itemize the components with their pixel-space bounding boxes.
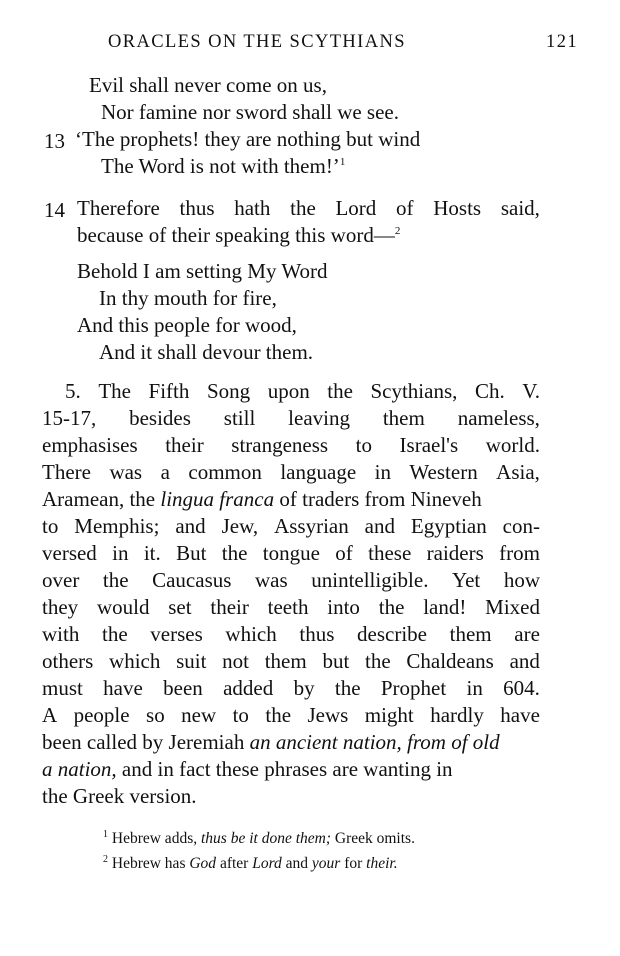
word: verses (150, 622, 203, 646)
word: but (322, 649, 350, 673)
para-line-14-italic: an ancient nation, from of old (249, 730, 500, 754)
word: common (188, 460, 262, 484)
word: thus (299, 622, 335, 646)
verse-14-line-2-text: because of their speaking this word— (77, 223, 395, 247)
word: Scythians, (370, 379, 458, 403)
footnote-2-marker: 2 (103, 854, 108, 865)
word: them (264, 649, 307, 673)
word: emphasises (42, 433, 138, 457)
para-line-5-start: Aramean, the (42, 487, 161, 511)
footnote-ref-1: 1 (339, 156, 346, 168)
word: into (327, 595, 360, 619)
word: of (396, 196, 414, 220)
word: their (165, 433, 204, 457)
word: suit (176, 649, 207, 673)
word: are (514, 622, 540, 646)
word: Assyrian (274, 514, 349, 538)
word: nameless, (457, 406, 540, 430)
word: unintelligible. (311, 568, 429, 592)
word: Jews (307, 703, 349, 727)
footnote-2-text-a: Hebrew has (108, 855, 190, 872)
footnote-2-italic-god: God (189, 855, 217, 872)
word: the (365, 649, 391, 673)
para-line-15-italic: a nation, (42, 757, 117, 781)
footnote-ref-2: 2 (394, 225, 401, 237)
word: Jew, (221, 514, 259, 538)
word: Therefore (77, 196, 160, 220)
para-line-7 (42, 541, 540, 566)
word: Ch. (474, 379, 505, 403)
para-line-16: the Greek version. (42, 784, 197, 808)
footnote-2-italic-their: their. (366, 855, 398, 872)
poem-a-line-1: Evil shall never come on us, (89, 73, 327, 97)
word: said, (500, 196, 540, 220)
para-line-14-start: been called by Jeremiah (42, 730, 250, 754)
poem-b-line-3: And this people for wood, (77, 313, 297, 337)
word: 15-17, (42, 406, 97, 430)
poem-a-line-3: ‘The prophets! they are nothing but wind (75, 127, 421, 151)
word: The (98, 379, 131, 403)
word: the (101, 622, 128, 646)
footnote-1-italic: thus be it done them; (200, 830, 331, 847)
poem-b-line-2: In thy mouth for fire, (99, 286, 277, 310)
word: Israel's (399, 433, 459, 457)
para-line-6 (42, 514, 540, 539)
word: new (181, 703, 217, 727)
para-line-13 (42, 703, 540, 728)
word: But (176, 541, 207, 565)
word: so (146, 703, 165, 727)
word: Memphis; (74, 514, 160, 538)
word: must (42, 676, 83, 700)
word: over (42, 568, 80, 592)
word: describe (357, 622, 427, 646)
word: in (374, 460, 391, 484)
word: There (42, 460, 91, 484)
para-line-11 (42, 649, 540, 674)
footnote-1-marker: 1 (103, 829, 108, 840)
word: 604. (503, 676, 540, 700)
word: versed (42, 541, 97, 565)
footnote-2-text-b: after (216, 855, 253, 872)
word: the (221, 541, 248, 565)
para-line-12 (42, 676, 540, 701)
para-line-2 (42, 406, 540, 431)
footnote-1 (103, 830, 415, 848)
word: which (225, 622, 277, 646)
word: Egyptian (410, 514, 487, 538)
word: to (355, 433, 372, 457)
word: added (223, 676, 274, 700)
word: would (96, 595, 150, 619)
word: and (175, 514, 206, 538)
word: the (378, 595, 405, 619)
word: Asia, (496, 460, 540, 484)
word: have (500, 703, 540, 727)
word: set (168, 595, 192, 619)
footnote-2 (103, 855, 398, 873)
para-line-5-end: of traders from Nineveh (274, 487, 482, 511)
word: Hosts (433, 196, 482, 220)
word: in (466, 676, 483, 700)
word: tongue (262, 541, 320, 565)
word: to (42, 514, 59, 538)
word: was (109, 460, 143, 484)
verse-14-line-2 (77, 223, 400, 248)
word: a (160, 460, 170, 484)
footnote-2-italic-your: your (311, 855, 341, 872)
word: by (293, 676, 315, 700)
word: them (449, 622, 492, 646)
word: land! (423, 595, 467, 619)
word: Caucasus (152, 568, 232, 592)
word: the (334, 676, 361, 700)
para-line-3 (42, 433, 540, 458)
footnote-1-text-b: Greek omits. (331, 830, 415, 847)
word: teeth (267, 595, 309, 619)
word: of (335, 541, 353, 565)
verse-number-13: 13 (44, 129, 65, 153)
page-number: 121 (546, 32, 578, 52)
word: from (499, 541, 540, 565)
word: A (42, 703, 58, 727)
word: upon (267, 379, 310, 403)
word: hath (234, 196, 271, 220)
word: Lord (335, 196, 377, 220)
word: raiders (426, 541, 484, 565)
word: the (290, 196, 316, 220)
word: which (109, 649, 161, 673)
verse-number-14: 14 (44, 198, 65, 222)
word: hardly (430, 703, 484, 727)
word: it. (143, 541, 161, 565)
word: still (223, 406, 256, 430)
word: others (42, 649, 94, 673)
word: Western (409, 460, 478, 484)
word: 5. (65, 379, 81, 403)
word: with (42, 622, 80, 646)
para-line-15 (42, 757, 453, 782)
footnote-2-text-d: for (340, 855, 367, 872)
para-line-5 (42, 487, 482, 512)
footnote-1-text-a: Hebrew adds, (108, 830, 201, 847)
word: strangeness (231, 433, 329, 457)
para-line-5-italic: lingua franca (160, 487, 275, 511)
running-title: ORACLES ON THE SCYTHIANS (108, 32, 406, 52)
word: the (265, 703, 292, 727)
para-line-15-end: and in fact these phrases are wanting in (116, 757, 453, 781)
word: was (255, 568, 288, 592)
footnote-2-italic-lord: Lord (252, 855, 282, 872)
poem-a-line-2: Nor famine nor sword shall we see. (101, 100, 399, 124)
word: language (280, 460, 357, 484)
word: Fifth (148, 379, 190, 403)
word: have (103, 676, 143, 700)
word: in (112, 541, 129, 565)
word: Chaldeans (406, 649, 494, 673)
para-line-1 (65, 379, 540, 404)
word: and (364, 514, 395, 538)
poem-b-line-1: Behold I am setting My Word (77, 259, 328, 283)
word: and (509, 649, 540, 673)
para-line-8 (42, 568, 540, 593)
word: how (503, 568, 540, 592)
word: leaving (288, 406, 350, 430)
word: Mixed (485, 595, 540, 619)
word: V. (522, 379, 540, 403)
word: the (327, 379, 353, 403)
para-line-9 (42, 595, 540, 620)
para-line-10 (42, 622, 540, 647)
poem-a-line-4-text: The Word is not with them!’ (101, 154, 340, 178)
word: they (42, 595, 79, 619)
word: not (222, 649, 249, 673)
word: thus (179, 196, 215, 220)
word: Prophet (380, 676, 447, 700)
word: world. (485, 433, 540, 457)
word: their (210, 595, 249, 619)
word: might (364, 703, 414, 727)
poem-a-line-4 (101, 154, 345, 179)
word: to (232, 703, 249, 727)
word: besides (129, 406, 191, 430)
poem-b-line-4: And it shall devour them. (99, 340, 314, 364)
word: people (73, 703, 130, 727)
word: con- (502, 514, 540, 538)
word: the (102, 568, 129, 592)
verse-14-line-1 (77, 196, 540, 221)
word: Song (206, 379, 251, 403)
para-line-4 (42, 460, 540, 485)
footnote-2-text-c: and (281, 855, 312, 872)
word: been (163, 676, 203, 700)
word: them (382, 406, 425, 430)
word: these (368, 541, 412, 565)
para-line-14 (42, 730, 500, 755)
word: Yet (452, 568, 481, 592)
